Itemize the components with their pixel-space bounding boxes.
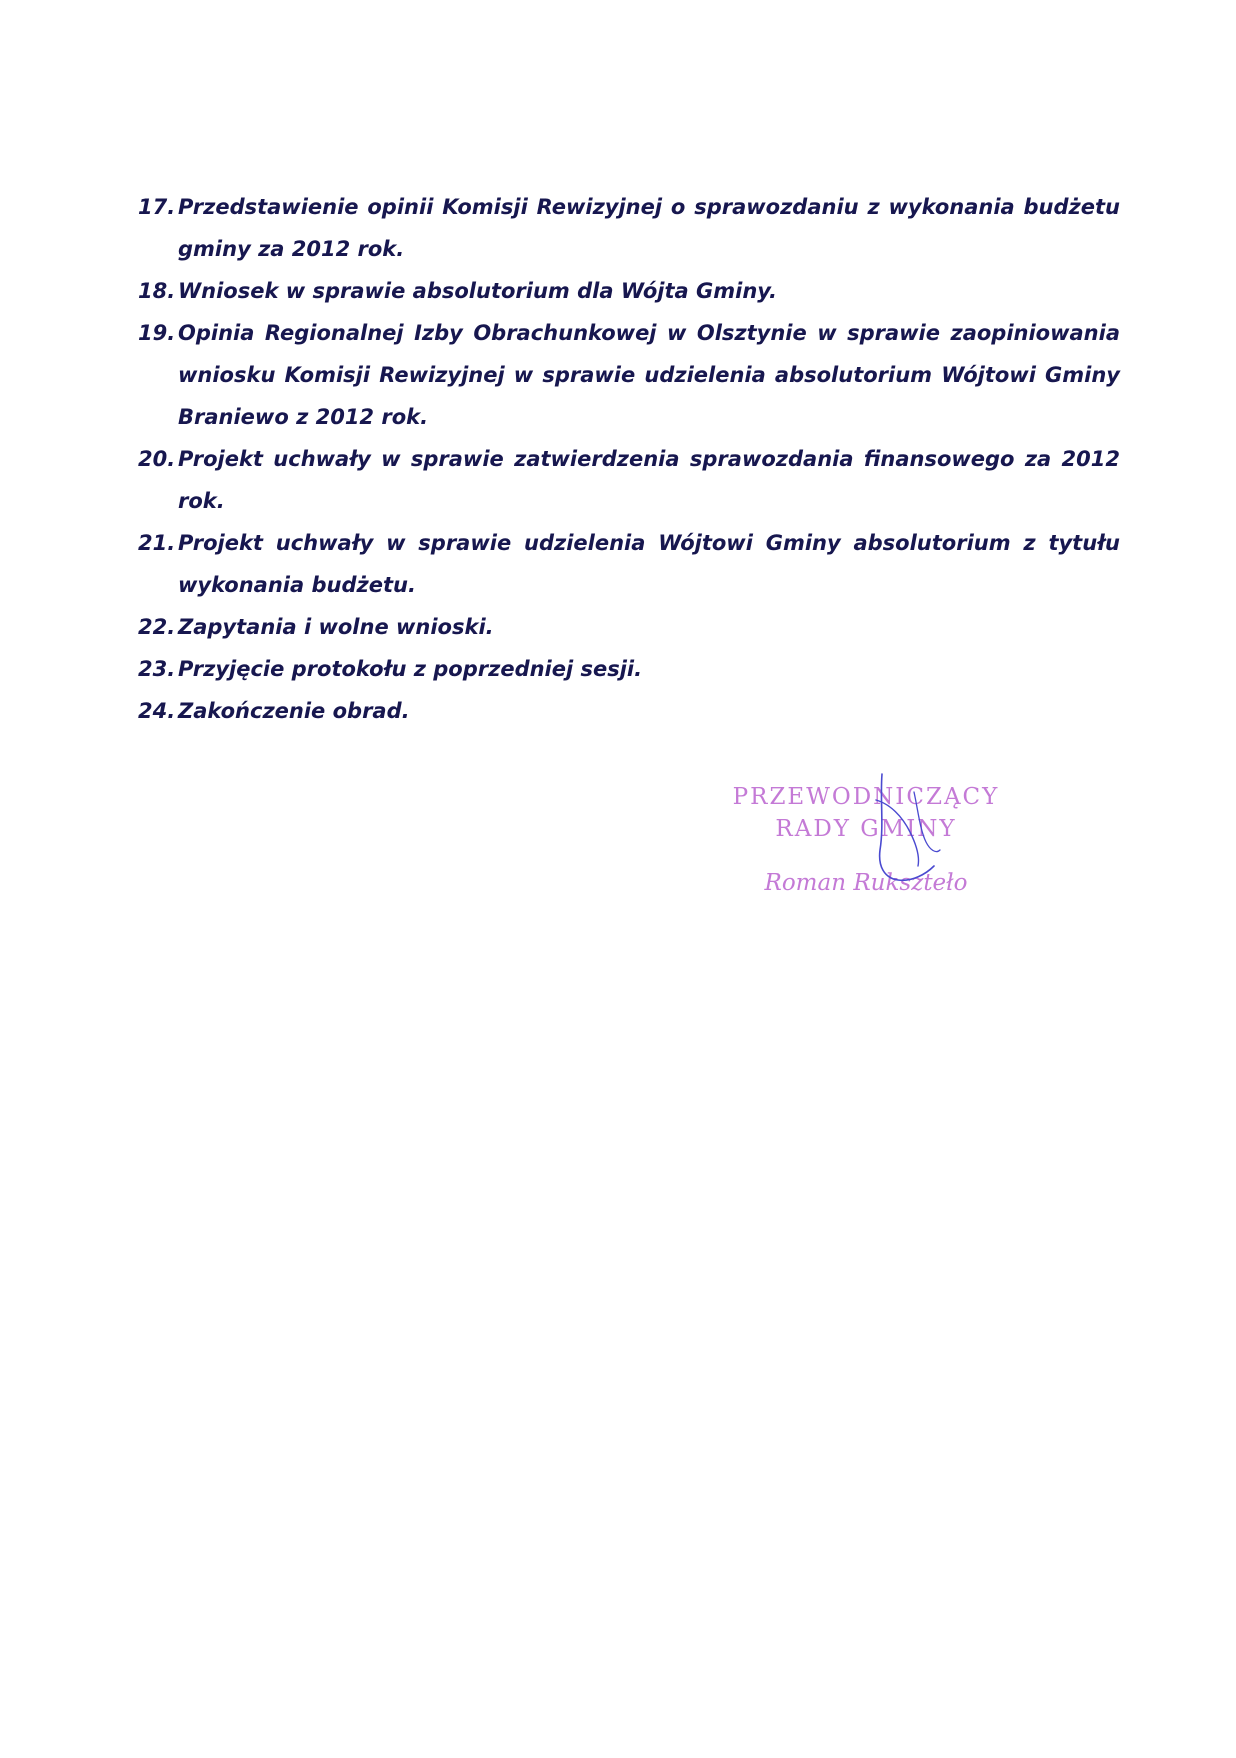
agenda-item-text: Zakończenie obrad. [178, 699, 410, 723]
stamp-name: Roman Rukszteło [764, 870, 968, 896]
agenda-item [138, 270, 1120, 312]
agenda-item [138, 438, 1120, 522]
agenda-item-number: 19. [138, 321, 176, 345]
agenda-list [138, 186, 1120, 732]
agenda-item-number: 23. [138, 657, 176, 681]
agenda-item [138, 648, 1120, 690]
agenda-item [138, 522, 1120, 606]
agenda-item-text: Projekt uchwały w sprawie zatwierdzenia sprawozdania finansowego za 2012 rok. [178, 447, 1120, 513]
agenda-item-number: 17. [138, 195, 176, 219]
agenda-item [138, 690, 1120, 732]
agenda-item-text: Opinia Regionalnej Izby Obrachunkowej w Olsztynie w sprawie zaopiniowania wniosku Komisji Rewizyjnej w sprawie udzielenia absolutorium Wójtowi Gminy Braniewo z 2012 rok. [178, 321, 1120, 429]
handwritten-signature [840, 770, 980, 900]
agenda-item-text: Zapytania i wolne wnioski. [178, 615, 494, 639]
agenda-item-text: Wniosek w sprawie absolutorium dla Wójta Gminy. [178, 279, 778, 303]
agenda-item-number: 18. [138, 279, 176, 303]
stamp-council: RADY GMINY [775, 816, 957, 842]
agenda-item [138, 186, 1120, 270]
agenda-item-number: 22. [138, 615, 176, 639]
agenda-item [138, 312, 1120, 438]
agenda-item-text: Projekt uchwały w sprawie udzielenia Wójtowi Gminy absolutorium z tytułu wykonania budżetu. [178, 531, 1120, 597]
agenda-item-text: Przedstawienie opinii Komisji Rewizyjnej o sprawozdaniu z wykonania budżetu gminy za 2012 rok. [178, 195, 1120, 261]
agenda-item-text: Przyjęcie protokołu z poprzedniej sesji. [178, 657, 643, 681]
agenda-item-number: 20. [138, 447, 176, 471]
agenda-item [138, 606, 1120, 648]
agenda-item-number: 24. [138, 699, 176, 723]
stamp-title: PRZEWODNICZĄCY [732, 784, 1000, 810]
agenda-item-number: 21. [138, 531, 176, 555]
